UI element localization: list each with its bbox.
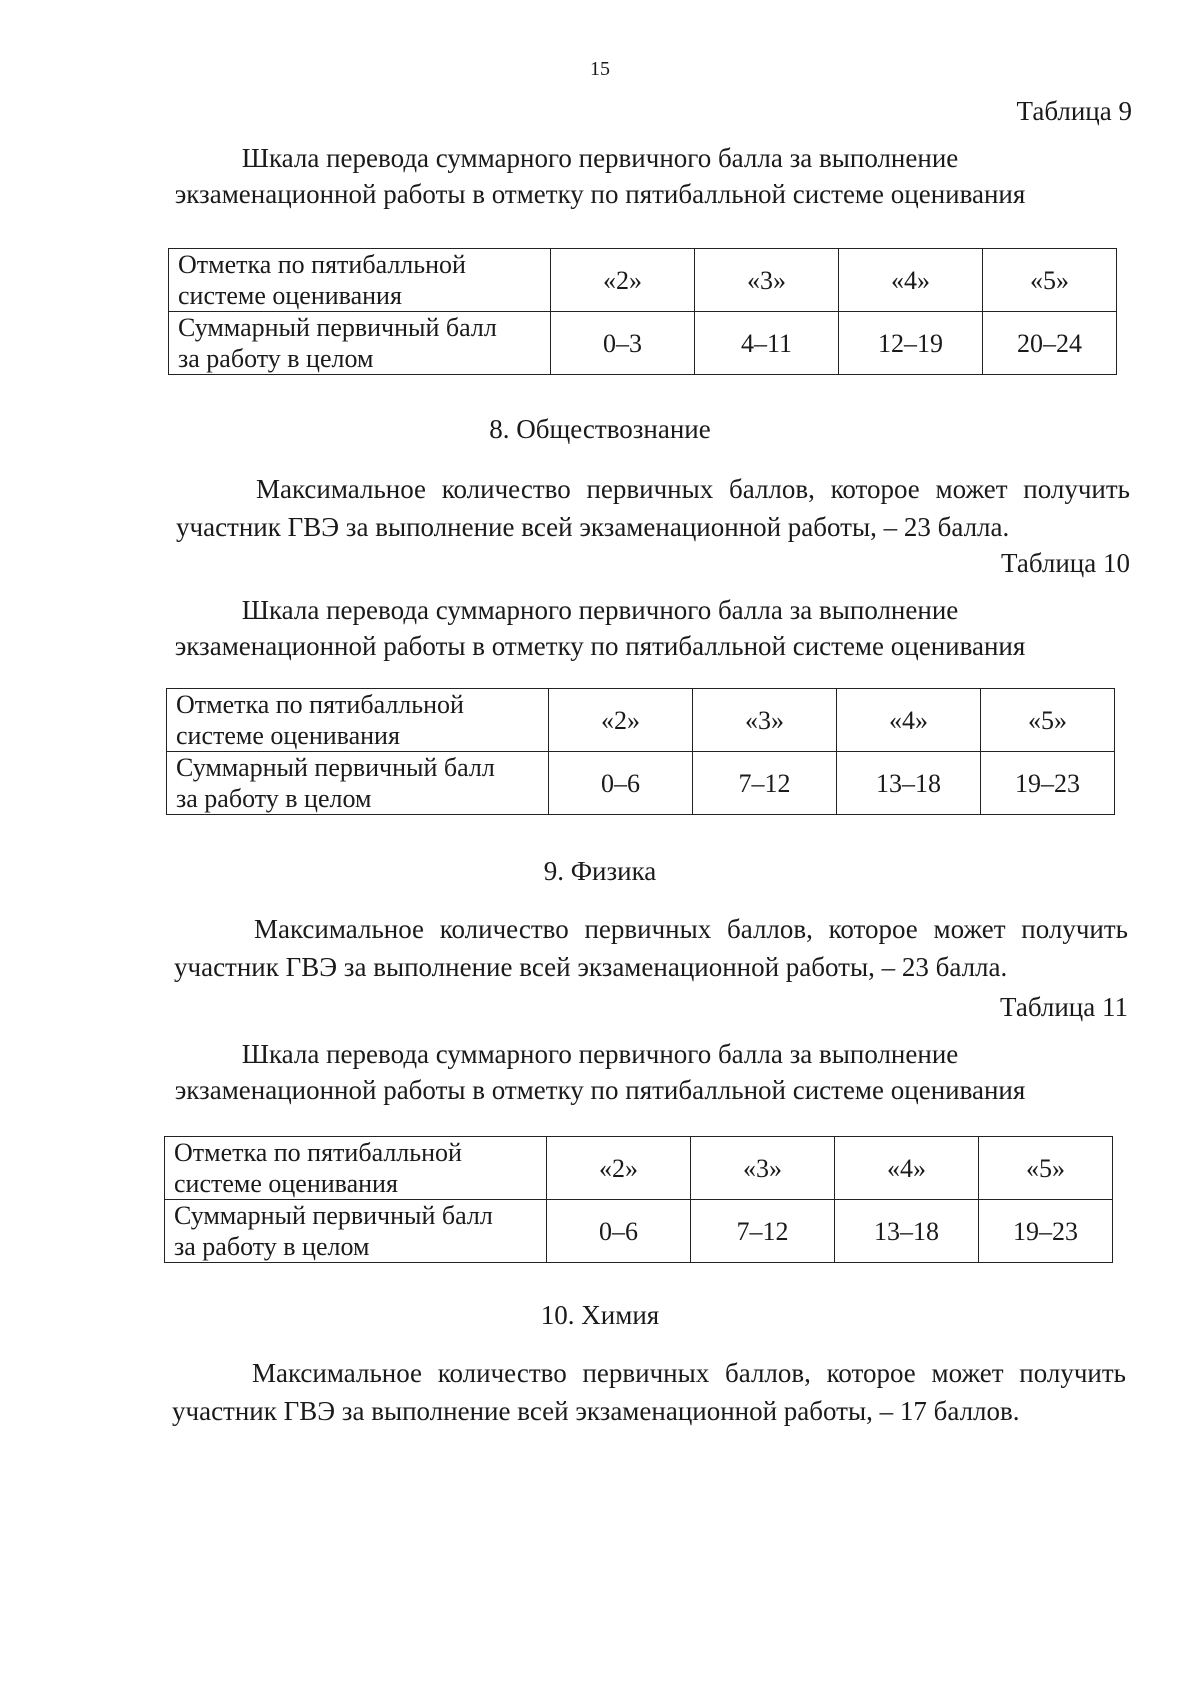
scale-title-9	[150, 140, 1050, 212]
page-number: 15	[590, 58, 610, 80]
scale-title-10	[150, 592, 1050, 664]
section-paragraph-10: Максимальное количество первичных баллов, которое может получить участник ГВЭ за выполнение всей экзаменационной работы, – 17 баллов.	[172, 1358, 1126, 1426]
table-row	[169, 249, 1117, 312]
table-row	[165, 1200, 1113, 1263]
grade-cell: «2»	[549, 689, 693, 752]
score-cell: 7–12	[691, 1200, 835, 1263]
grade-cell: «3»	[695, 249, 839, 312]
grade-cell: «3»	[693, 689, 837, 752]
scale-title-line: экзаменационной работы в отметку по пятибалльной системе оценивания	[174, 631, 1026, 661]
scale-title-line: экзаменационной работы в отметку по пятибалльной системе оценивания	[174, 179, 1026, 209]
table-caption-11: Таблица 11	[1000, 992, 1128, 1022]
grade-cell: «5»	[979, 1137, 1113, 1200]
grade-cell: «4»	[835, 1137, 979, 1200]
section-paragraph-8: Максимальное количество первичных баллов, которое может получить участник ГВЭ за выполнение всей экзаменационной работы, – 23 балла.	[176, 474, 1130, 542]
score-cell: 19–23	[981, 752, 1115, 815]
section-heading-9: 9. Физика	[543, 856, 657, 886]
score-cell: 7–12	[693, 752, 837, 815]
row-header-grade: Отметка по пятибалльной системе оценивания	[169, 249, 551, 312]
score-cell: 19–23	[979, 1200, 1113, 1263]
grade-cell: «4»	[837, 689, 981, 752]
conversion-table-11	[164, 1136, 1113, 1263]
grade-cell: «2»	[551, 249, 695, 312]
grade-cell: «5»	[983, 249, 1117, 312]
table-row	[167, 752, 1115, 815]
scale-title-11	[150, 1036, 1050, 1108]
score-cell: 0–3	[551, 312, 695, 375]
score-cell: 0–6	[547, 1200, 691, 1263]
score-cell: 20–24	[983, 312, 1117, 375]
row-header-score: Суммарный первичный балл за работу в целом	[169, 312, 551, 375]
table-row	[167, 689, 1115, 752]
scale-title-line: Шкала перевода суммарного первичного балла за выполнение	[241, 595, 959, 625]
row-header-score: Суммарный первичный балл за работу в целом	[165, 1200, 547, 1263]
row-header-grade: Отметка по пятибалльной системе оценивания	[165, 1137, 547, 1200]
grade-cell: «3»	[691, 1137, 835, 1200]
table-row	[169, 312, 1117, 375]
scale-title-line: экзаменационной работы в отметку по пятибалльной системе оценивания	[174, 1075, 1026, 1105]
row-header-grade: Отметка по пятибалльной системе оценивания	[167, 689, 549, 752]
score-cell: 13–18	[835, 1200, 979, 1263]
conversion-table-10	[166, 688, 1115, 815]
section-heading-8: 8. Обществознание	[489, 414, 711, 444]
table-caption-9: Таблица 9	[1016, 96, 1132, 126]
grade-cell: «2»	[547, 1137, 691, 1200]
score-cell: 0–6	[549, 752, 693, 815]
grade-cell: «5»	[981, 689, 1115, 752]
grade-cell: «4»	[839, 249, 983, 312]
section-heading-10: 10. Химия	[540, 1300, 660, 1330]
scale-title-line: Шкала перевода суммарного первичного балла за выполнение	[241, 1039, 959, 1069]
scale-title-line: Шкала перевода суммарного первичного балла за выполнение	[241, 143, 959, 173]
conversion-table-9	[168, 248, 1117, 375]
section-paragraph-9: Максимальное количество первичных баллов, которое может получить участник ГВЭ за выполнение всей экзаменационной работы, – 23 балла.	[174, 914, 1128, 982]
table-caption-10: Таблица 10	[1001, 548, 1130, 578]
row-header-score: Суммарный первичный балл за работу в целом	[167, 752, 549, 815]
table-row	[165, 1137, 1113, 1200]
score-cell: 12–19	[839, 312, 983, 375]
score-cell: 13–18	[837, 752, 981, 815]
score-cell: 4–11	[695, 312, 839, 375]
